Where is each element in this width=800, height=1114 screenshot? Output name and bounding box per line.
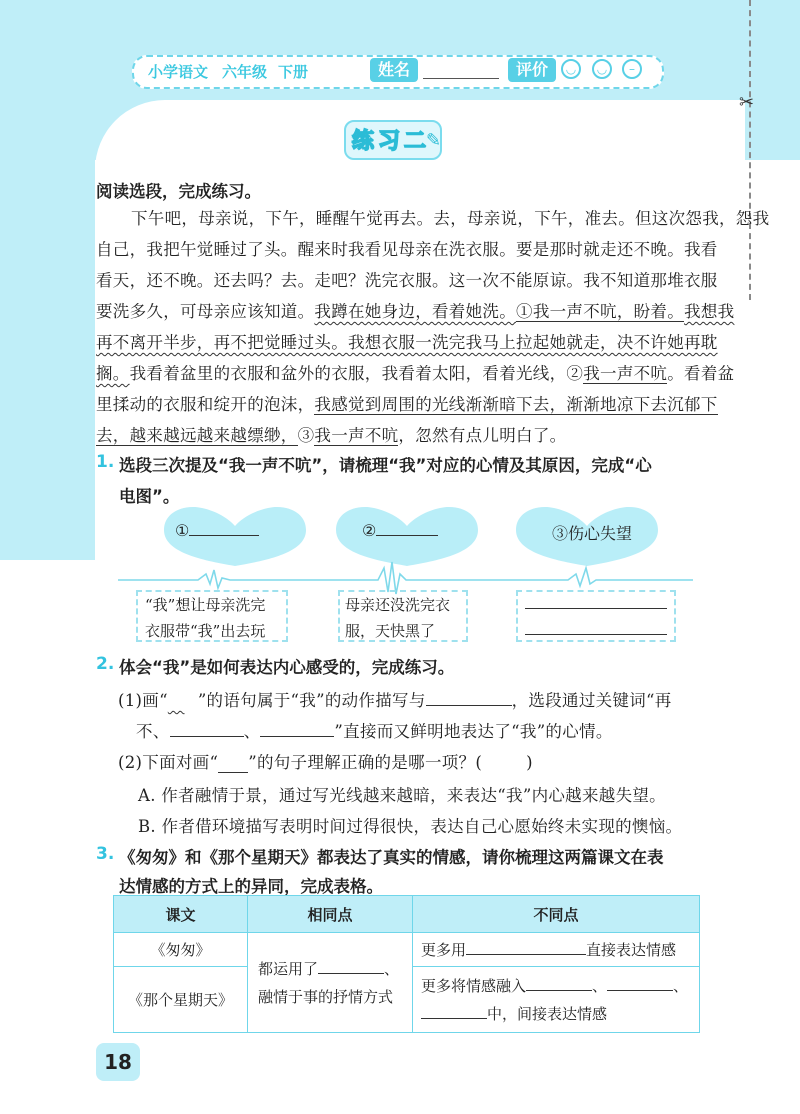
q2-option-b[interactable]: B. 作者借环境描写表明时间过得很快，表达自己心愿始终未实现的懊恼。 [138,817,683,836]
q2-text: 体会“我”是如何表达内心感受的，完成练习。 [119,658,455,677]
answer-blank[interactable] [607,990,673,991]
dotted-key-phrase: 我一声不吭 [314,426,399,445]
passage-line-4: 要洗多久，可母亲应该知道。我蹲在她身边，看着她洗。①我一声不吭，盼着。我想我 [96,302,735,321]
same-cell: 都运用了 、 融情于事的抒情方式 [248,933,413,1033]
heart-label-1: ① [175,521,259,540]
reason-1-line-1: “我”想让母亲洗完 [145,596,266,614]
q1-text-line-1: 选段三次提及“我一声不吭”，请梳理“我”对应的心情及其原因，完成“心 [119,456,652,475]
passage-line-3: 看天，还不晚。还去吗？去。走吧？洗完衣服。这一次不能原谅。我不知道那堆衣服 [96,271,718,290]
q2-sub2: (2)下面对画“ ”的句子理解正确的是哪一项？( ) [118,753,533,772]
underlined-text: ① [516,302,533,321]
q2-number: 2. [96,654,115,674]
neutral-face-icon[interactable]: – [622,59,642,79]
subject-label: 小学语文 [148,63,209,81]
q1-text-line-2: 电图”。 [119,487,180,506]
answer-blank[interactable] [260,736,334,737]
q3-text-line-1: 《匆匆》和《那个星期天》都表达了真实的情感，请你梳理这两篇课文在表 [119,848,664,867]
passage-line-6: 搁。我看着盆里的衣服和盆外的衣服，我看着太阳，看着光线，②我一声不吭。看着盆 [96,364,735,383]
heart-label-2: ② [362,521,438,540]
answer-blank[interactable] [426,705,512,706]
passage-line-8: 去，越来越远越来越缥缈，③我一声不吭，忽然有点儿明白了。 [96,426,567,445]
smile-face-icon[interactable]: ◡ [592,59,612,79]
straight-mark [218,753,248,773]
lesson-1: 《匆匆》 [114,933,248,967]
answer-blank[interactable] [525,634,667,635]
answer-blank[interactable] [189,535,259,536]
answer-blank[interactable] [170,736,244,737]
answer-blank[interactable] [318,973,384,974]
name-label: 姓名 [370,58,418,82]
lesson-2: 《那个星期天》 [114,967,248,1033]
reason-2-line-1: 母亲还没洗完衣 [345,596,451,614]
q1-number: 1. [96,452,115,472]
passage-line-5: 再不离开半步，再不把觉睡过头。我想衣服一洗完我马上拉起她就走，决不许她再耽 [96,333,718,352]
q2-option-a[interactable]: A. 作者融情于景，通过写光线越来越暗，来表达“我”内心越来越失望。 [138,786,666,805]
page-title: 练习二 [352,129,431,154]
q3-number: 3. [96,844,115,864]
cut-line [749,0,751,300]
grade-label: 六年级 [222,63,268,81]
answer-blank[interactable] [466,954,586,955]
header-lesson: 课文 [114,896,248,933]
q3-text-line-2: 达情感的方式上的异同，完成表格。 [119,877,383,896]
page-number: 18 [96,1043,140,1081]
passage-line-7: 里揉动的衣服和绽开的泡沫，我感觉到周围的光线渐渐暗下去，渐渐地凉下去沉郁下 [96,395,718,414]
wavy-underline-text: 我蹲在她身边，看着她洗。 [314,302,517,321]
scissors-icon: ✂ [739,92,755,113]
reason-2-line-2: 服，天快黑了 [345,622,436,640]
answer-blank[interactable] [376,535,438,536]
header-diff: 不同点 [413,896,700,933]
answer-blank[interactable] [526,990,592,991]
q2-sub1-line-1: (1)画“ ”的语句属于“我”的动作描写与 ，选段通过关键词“再 [118,691,672,710]
wavy-mark [168,691,198,710]
header-same: 相同点 [248,896,413,933]
left-background [0,0,95,560]
comparison-table [113,895,700,1033]
q2-sub1-line-2: 不、 、 ”直接而又鲜明地表达了“我”的心情。 [136,722,613,741]
diff-2: 更多将情感融入 、 、 中，间接表达情感 [413,967,700,1033]
eval-label: 评价 [508,58,556,82]
answer-blank[interactable] [421,1018,487,1019]
answer-bracket[interactable] [482,753,526,772]
name-field[interactable] [423,78,499,79]
passage-line-2: 自己，我把午觉睡过了头。醒来时我看见母亲在洗衣服。要是那时就走还不晚。我看 [96,240,718,259]
instruction: 阅读选段，完成练习。 [96,182,261,201]
pencil-icon: ✎ [426,130,442,151]
reason-1-line-2: 衣服带“我”出去玩 [145,622,266,640]
dotted-key-phrase: 我一声不吭 [532,302,617,321]
heart-label-3: ③伤心失望 [552,524,633,543]
volume-label: 下册 [278,63,309,81]
passage-line-1: 下午吧，母亲说，下午，睡醒午觉再去。去，母亲说，下午，准去。但这次怨我，怨我 [131,209,770,228]
dotted-key-phrase: 我一声不吭 [583,364,668,383]
diff-1: 更多用 直接表达情感 [413,933,700,967]
happy-face-icon[interactable]: ◡ [561,59,581,79]
answer-blank[interactable] [525,608,667,609]
